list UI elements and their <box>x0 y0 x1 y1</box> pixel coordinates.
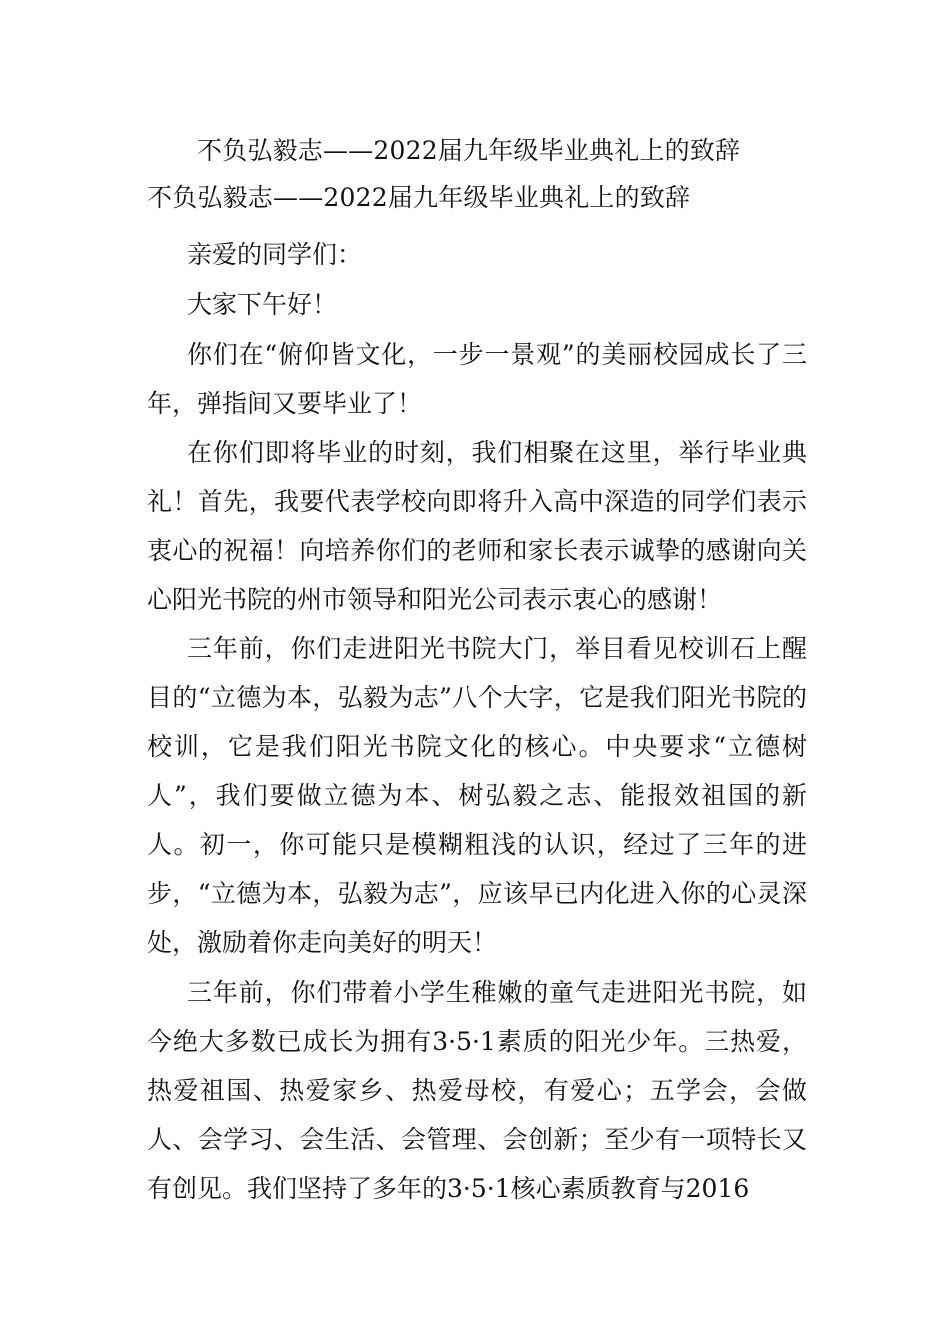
body-paragraph: 三年前，你们带着小学生稚嫩的童气走进阳光书院，如今绝大多数已成长为拥有3·5·1素质的阳光少年。三热爱，热爱祖国、热爱家乡、热爱母校，有爱心；五学会，会做人、会学习、会生活、会管理、会创新；至少有一项特长又有创见。我们坚持了多年的3·5·1核心素质教育与2016 <box>147 978 807 1203</box>
hello-text: 大家下午好！ <box>187 290 338 319</box>
greeting-text: 亲爱的同学们： <box>187 240 363 269</box>
body-paragraph: 你们在“俯仰皆文化，一步一景观”的美丽校园成长了三年，弹指间又要毕业了！ <box>147 340 807 418</box>
body-paragraph: 三年前，你们走进阳光书院大门，举目看见校训石上醒目的“立德为本，弘毅为志”八个大字，它是我们阳光书院的校训，它是我们阳光书院文化的核心。中央要求“立德树人”，我们要做立德为本、树弘毅之志、能报效祖国的新人。初一，你可能只是模糊粗浅的认识，经过了三年的进步，“立德为本，弘毅为志”，应该早已内化进入你的心灵深处，激励着你走向美好的明天！ <box>147 634 807 957</box>
document-subtitle: 不负弘毅志——2022届九年级毕业典礼上的致辞 <box>147 183 691 212</box>
body-paragraph: 在你们即将毕业的时刻，我们相聚在这里，举行毕业典礼！首先，我要代表学校向即将升入高中深造的同学们表示衷心的祝福！向培养你们的老师和家长表示诚挚的感谢向关心阳光书院的州市领导和阳光公司表示衷心的感谢！ <box>147 438 807 614</box>
document-title: 不负弘毅志——2022届九年级毕业典礼上的致辞 <box>197 136 741 165</box>
